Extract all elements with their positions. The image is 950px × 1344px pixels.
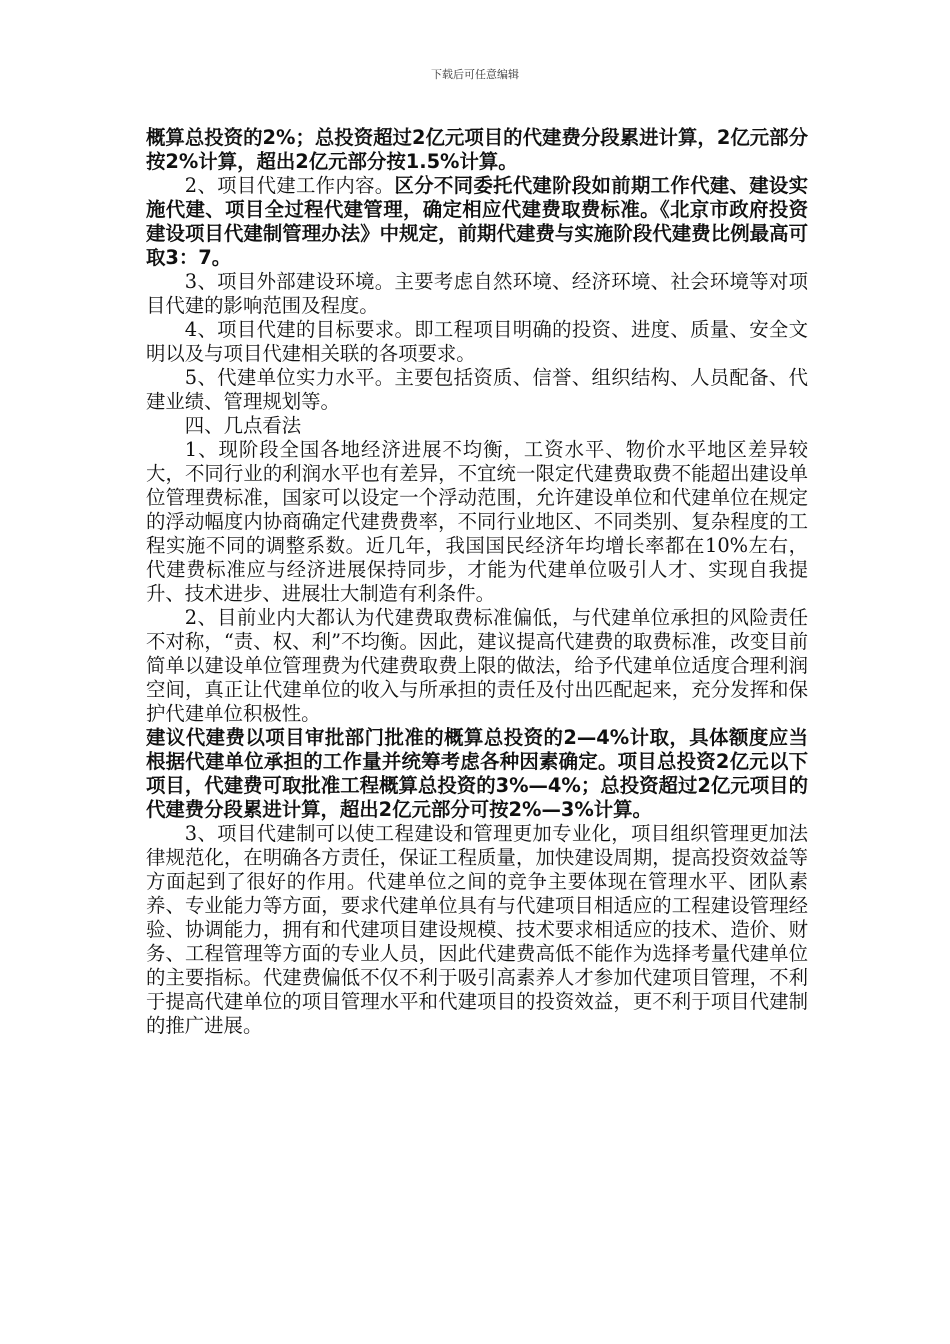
section-heading-opinions: 四、几点看法 (184, 414, 302, 437)
paragraph-capability: 5、代建单位实力水平。主要包括资质、信誉、组织结构、人员配备、代建业绩、管理规划等。 (146, 366, 808, 413)
paragraph-fee-suggestion: 建议代建费以项目审批部门批准的概算总投资的2—4%计取，具体额度应当根据代建单位承担的工作量并统筹考虑各种因素确定。项目总投资2亿元以下项目，代建费可取批准工程概算总投资的3%—4%；总投资超过2亿元项目的代建费分段累进计算，超出2亿元部分可按2%—3%计算。 (146, 726, 808, 821)
paragraph-opinion-3: 3、项目代建制可以使工程建设和管理更加专业化，项目组织管理更加法律规范化，在明确各方责任，保证工程质量，加快建设周期，提高投资效益等方面起到了很好的作用。代建单位之间的竞争主要体现在管理水平、团队素养、专业能力等方面，要求代建单位具有与代建项目相适应的工程建设管理经验、协调能力，拥有和代建项目建设规模、技术要求相适应的技术、造价、财务、工程管理等方面的专业人员，因此代建费高低不能作为选择考量代建单位的主要指标。代建费偏低不仅不利于吸引高素养人才参加代建项目管理，不利于提高代建单位的项目管理水平和代建项目的投资效益，更不利于项目代建制的推广进展。 (146, 822, 808, 1037)
document-body (146, 126, 808, 1038)
paragraph-opinion-2: 2、目前业内大都认为代建费取费标准偏低，与代建单位承担的风险责任不对称，“责、权、利”不均衡。因此，建议提高代建费的取费标准，改变目前简单以建设单位管理费为代建费取费上限的做法，给予代建单位适度合理利润空间，真正让代建单位的收入与所承担的责任及付出匹配起来，充分发挥和保护代建单位积极性。 (146, 606, 808, 725)
paragraph-goals: 4、项目代建的目标要求。即工程项目明确的投资、进度、质量、安全文明以及与项目代建相关联的各项要求。 (146, 318, 808, 365)
paragraph-work-content-body: 区分不同委托代建阶段如前期工作代建、建设实施代建、项目全过程代建管理，确定相应代建费取费标准。《北京市政府投资建设项目代建制管理办法》中规定，前期代建费与实施阶段代建费比例最高可取3：7。 (146, 174, 808, 269)
paragraph-fee-tiers: 概算总投资的2%；总投资超过2亿元项目的代建费分段累进计算，2亿元部分按2%计算，超出2亿元部分按1.5%计算。 (146, 126, 808, 173)
page-header: 下载后可任意编辑 (431, 68, 519, 81)
paragraph-work-content-title: 2、项目代建工作内容。 (184, 174, 395, 197)
paragraph-environment: 3、项目外部建设环境。主要考虑自然环境、经济环境、社会环境等对项目代建的影响范围及程度。 (146, 270, 808, 317)
paragraph-work-content (146, 174, 808, 270)
paragraph-opinion-1: 1、现阶段全国各地经济进展不均衡，工资水平、物价水平地区差异较大，不同行业的利润水平也有差异，不宜统一限定代建费取费不能超出建设单位管理费标准，国家可以设定一个浮动范围，允许建设单位和代建单位在规定的浮动幅度内协商确定代建费费率，不同行业地区、不同类别、复杂程度的工程实施不同的调整系数。近几年，我国国民经济年均增长率都在10%左右，代建费标准应与经济进展保持同步，才能为代建单位吸引人才、实现自我提升、技术进步、进展壮大制造有利条件。 (146, 438, 808, 605)
